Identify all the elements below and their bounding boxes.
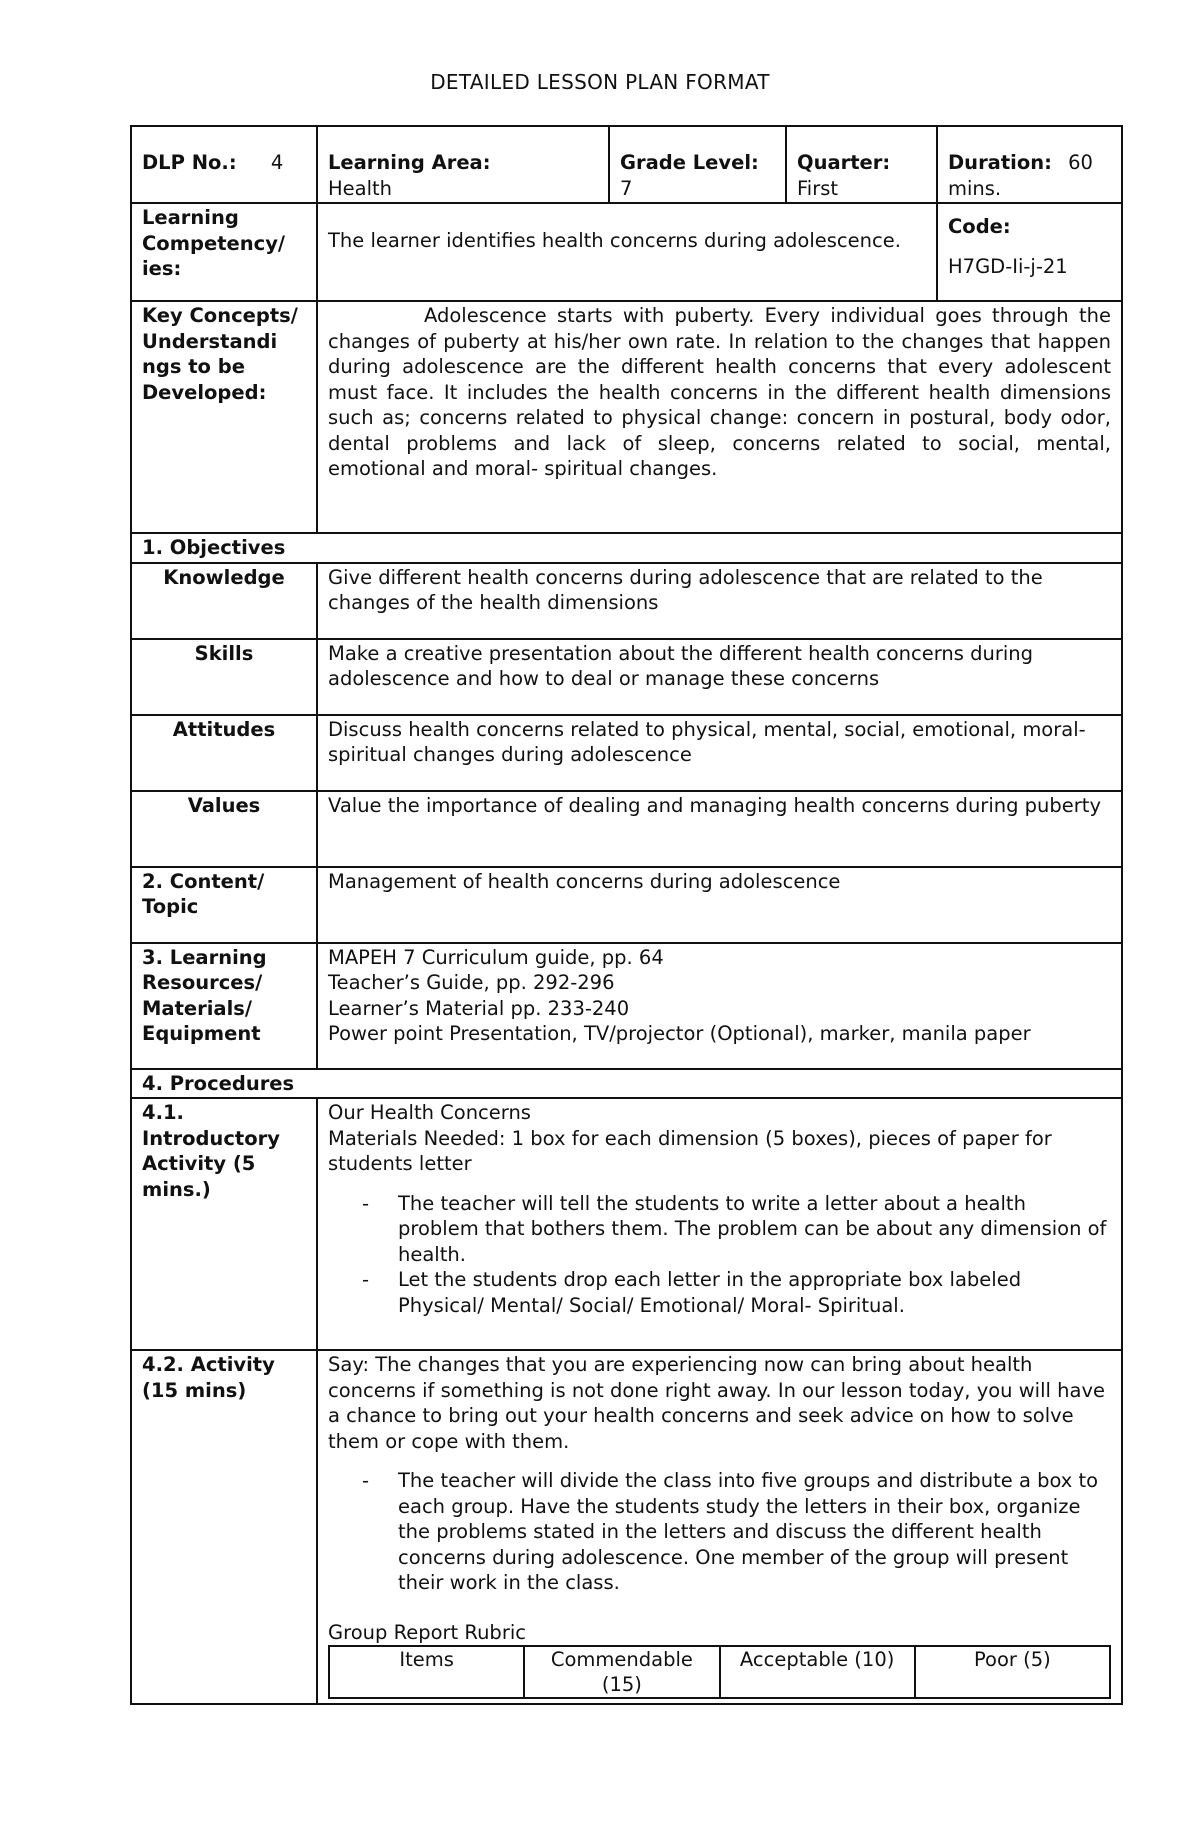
intro-activity-cell	[317, 1098, 1122, 1350]
key-concepts-row	[131, 301, 1122, 533]
values-text: Value the importance of dealing and managing health concerns during puberty	[317, 791, 1122, 867]
skills-text: Make a creative presentation about the different health concerns during adolescence and how to deal or manage these concerns	[317, 639, 1122, 715]
grade-level-label: Grade Level:	[620, 151, 759, 174]
quarter-label: Quarter:	[797, 151, 891, 174]
code-cell	[937, 203, 1122, 301]
grade-level-cell	[609, 126, 786, 203]
values-row	[131, 791, 1122, 867]
attitudes-label: Attitudes	[131, 715, 317, 791]
competency-label: Learning Competency/ ies:	[131, 203, 317, 301]
competency-row	[131, 203, 1122, 301]
values-label: Values	[131, 791, 317, 867]
code-value: H7GD-Ii-j-21	[948, 254, 1068, 278]
learning-area-cell	[317, 126, 609, 203]
objectives-heading: 1. Objectives	[131, 533, 1122, 563]
resources-cell	[317, 943, 1122, 1069]
content-label: 2. Content/ Topic	[131, 867, 317, 943]
knowledge-text: Give different health concerns during adolescence that are related to the changes of the health dimensions	[317, 563, 1122, 639]
list-item: - Let the students drop each letter in the appropriate box labeled Physical/ Mental/ Social/ Emotional/ Moral- Spiritual.	[398, 1267, 1111, 1318]
resource-line: Learner’s Material pp. 233-240	[328, 996, 630, 1020]
rubric-header-poor: Poor (5)	[915, 1646, 1110, 1698]
learning-area-value: Health	[328, 176, 393, 200]
rubric-header-row	[329, 1646, 1110, 1698]
resources-label: 3. Learning Resources/ Materials/ Equipment	[131, 943, 317, 1069]
resource-line: Teacher’s Guide, pp. 292-296	[328, 971, 615, 994]
rubric-title: Group Report Rubric	[328, 1620, 526, 1644]
resource-line: Power point Presentation, TV/projector (Optional), marker, manila paper	[328, 1022, 1031, 1045]
learning-area-label: Learning Area:	[328, 151, 491, 174]
dlp-cell	[131, 126, 317, 203]
intro-materials: Materials Needed: 1 box for each dimension (5 boxes), pieces of paper for students letter	[328, 1126, 1052, 1175]
rubric-header-commendable: Commendable (15)	[524, 1646, 719, 1698]
activity-say-text: Say: The changes that you are experiencing now can bring about health concerns if something is not done right away. In our lesson today, you will have a chance to bring out your health concerns and seek advice on how to solve them or cope with them.	[328, 1353, 1105, 1453]
resource-line: MAPEH 7 Curriculum guide, pp. 64	[328, 945, 664, 969]
activity-label: 4.2. Activity (15 mins)	[131, 1350, 317, 1704]
duration-unit: mins.	[948, 176, 1002, 200]
knowledge-row	[131, 563, 1122, 639]
procedures-heading-row	[131, 1069, 1122, 1099]
duration-cell	[937, 126, 1122, 203]
procedures-heading: 4. Procedures	[131, 1069, 1122, 1099]
activity-cell	[317, 1350, 1122, 1704]
quarter-value: First	[797, 176, 839, 200]
key-concepts-label: Key Concepts/ Understandi ngs to be Developed:	[131, 301, 317, 533]
intro-activity-label: 4.1. Introductory Activity (5 mins.)	[131, 1098, 317, 1350]
list-item: - The teacher will divide the class into five groups and distribute a box to each group. Have the students study the letters in their box, organize the problems stated in the letters and discuss the different health concerns during adolescence. One member of the group will present their work in the class.	[398, 1468, 1111, 1596]
intro-activity-title: Our Health Concerns	[328, 1101, 531, 1124]
duration-value: 60	[1068, 151, 1093, 174]
dlp-label: DLP No.:	[142, 151, 237, 174]
competency-text: The learner identifies health concerns during adolescence.	[317, 203, 937, 301]
objectives-heading-row	[131, 533, 1122, 563]
quarter-cell	[786, 126, 937, 203]
attitudes-text: Discuss health concerns related to physical, mental, social, emotional, moral-spiritual changes during adolescence	[317, 715, 1122, 791]
code-label: Code:	[948, 215, 1011, 238]
intro-activity-row	[131, 1098, 1122, 1350]
content-row	[131, 867, 1122, 943]
activity-row	[131, 1350, 1122, 1704]
skills-row	[131, 639, 1122, 715]
rubric-header-acceptable: Acceptable (10)	[720, 1646, 915, 1698]
resources-row	[131, 943, 1122, 1069]
list-item: - The teacher will tell the students to write a letter about a health problem that bothers them. The problem can be about any dimension of health.	[398, 1191, 1111, 1268]
content-text: Management of health concerns during adolescence	[317, 867, 1122, 943]
rubric-table	[328, 1645, 1111, 1699]
attitudes-row	[131, 715, 1122, 791]
dlp-value: 4	[270, 151, 284, 174]
lesson-plan-table	[130, 125, 1123, 1705]
rubric-header-items: Items	[329, 1646, 524, 1698]
grade-level-value: 7	[620, 176, 633, 200]
skills-label: Skills	[131, 639, 317, 715]
knowledge-label: Knowledge	[131, 563, 317, 639]
header-row	[131, 126, 1122, 203]
activity-list	[328, 1468, 1111, 1596]
duration-label: Duration:	[948, 151, 1052, 174]
page-title: DETAILED LESSON PLAN FORMAT	[430, 70, 770, 94]
key-concepts-text: Adolescence starts with puberty. Every individual goes through the changes of puberty at his/her own rate. In relation to the changes that happen during adolescence are the different health concerns that every adolescent must face. It includes the health concerns in the different health dimensions such as; concerns related to physical change: concern in postural, body odor, dental problems and lack of sleep, concerns related to social, mental, emotional and moral- spiritual changes.	[317, 301, 1122, 533]
intro-activity-list	[328, 1191, 1111, 1319]
